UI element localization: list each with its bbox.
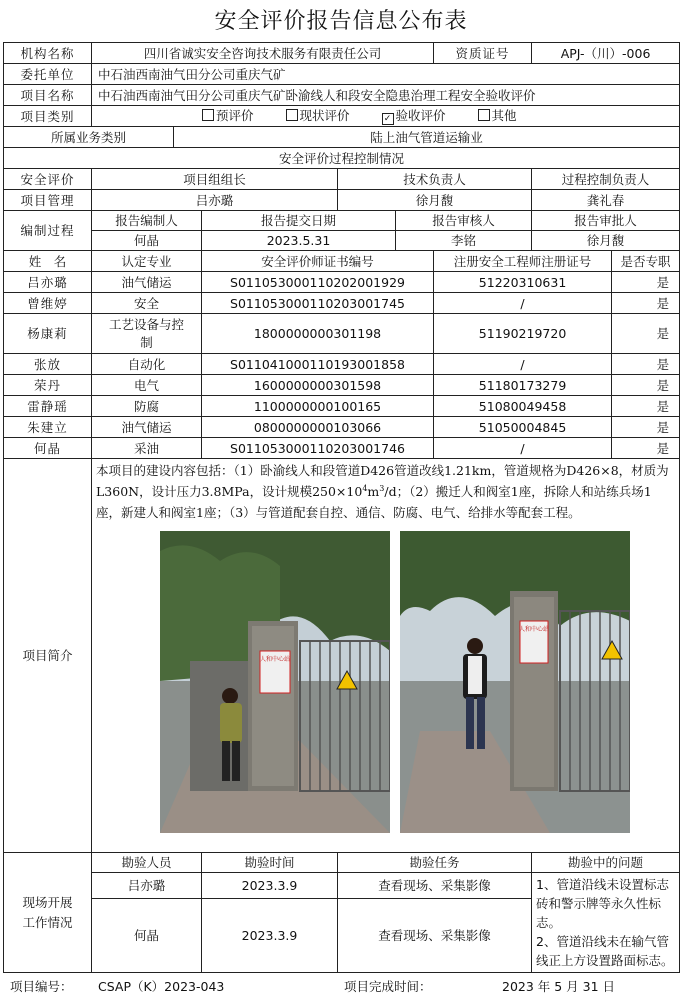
- staff-reg: /: [434, 438, 612, 459]
- client-row: [4, 64, 680, 85]
- table-row: [4, 417, 680, 438]
- mgmt-value-row: [4, 190, 680, 211]
- staff-name: 杨康莉: [4, 314, 92, 354]
- staff-full: 是: [612, 438, 680, 459]
- compile-label: 编制过程: [4, 211, 92, 251]
- site-person: 何晶: [92, 898, 202, 972]
- site-issue-2: 2、管道沿线未在输气管线正上方设置路面标志。: [536, 934, 674, 968]
- site-task: 查看现场、采集影像: [338, 898, 532, 972]
- staff-full: 是: [612, 375, 680, 396]
- staff-header-full: 是否专职: [612, 251, 680, 272]
- project-label: 项目名称: [4, 85, 92, 106]
- footer-date-label: 项目完成时间：: [344, 979, 432, 994]
- staff-header-name: 姓 名: [4, 251, 92, 272]
- photo-sign-text: 人和中心站: [259, 656, 291, 663]
- staff-cert: 1600000000301598: [202, 375, 434, 396]
- site-row: [4, 873, 680, 899]
- project-value: 中石油西南油气田分公司重庆气矿卧渝线人和段安全隐患治理工程安全验收评价: [92, 85, 680, 106]
- org-row: [4, 43, 680, 64]
- staff-reg: 51050004845: [434, 417, 612, 438]
- compile-value-row: [4, 231, 680, 251]
- staff-name: 何晶: [4, 438, 92, 459]
- staff-header-reg: 注册安全工程师注册证号: [434, 251, 612, 272]
- site-header-row: [4, 853, 680, 873]
- staff-header-cert: 安全评价师证书编号: [202, 251, 434, 272]
- category-label: 项目类别: [4, 106, 92, 127]
- compile-header-author: 报告编制人: [92, 211, 202, 231]
- site-date: 2023.3.9: [202, 873, 338, 899]
- table-row: [4, 354, 680, 375]
- process-title-row: [4, 148, 680, 169]
- photo-sign-text: 人和中心站: [518, 626, 550, 633]
- site-label: 现场开展 工作情况: [4, 853, 92, 973]
- staff-reg: 51190219720: [434, 314, 612, 354]
- staff-name: 曾维婷: [4, 293, 92, 314]
- category-option-acceptance[interactable]: ✓ 验收评价: [382, 108, 446, 123]
- table-row: [4, 293, 680, 314]
- staff-name: 张放: [4, 354, 92, 375]
- cert-no: APJ-（川）-006: [532, 43, 680, 64]
- staff-cert: S011053000110203001746: [202, 438, 434, 459]
- table-row: [4, 272, 680, 293]
- staff-full: 是: [612, 396, 680, 417]
- staff-cert: S011053000110203001745: [202, 293, 434, 314]
- mgmt-header-tech: 技术负责人: [338, 169, 532, 190]
- business-label: 所属业务类别: [4, 127, 174, 148]
- table-row: [4, 396, 680, 417]
- intro-text: 本项目的建设内容包括：（1）卧渝线人和段管道D426管道改线1.21km，管道规格为D426×8，材质为L360N，设计压力3.8MPa，设计规模$250\times 10^4m^3/d$；（2）搬迁人和阀室1座，拆除人和站练兵场1座，新建人和阀室1座；（3）与管道配套自控、通信、防腐、电气、给排水等配套工程。: [96, 463, 669, 520]
- footer-no-label: 项目编号：: [10, 979, 73, 994]
- compile-value-date: 2023.5.31: [202, 231, 396, 251]
- staff-full: 是: [612, 293, 680, 314]
- staff-major: 工艺设备与控制: [92, 314, 202, 354]
- staff-reg: 51180173279: [434, 375, 612, 396]
- mgmt-value-leader: 吕亦璐: [92, 190, 338, 211]
- org-name: 四川省诚实安全咨询技术服务有限责任公司: [92, 43, 434, 64]
- org-label: 机构名称: [4, 43, 92, 64]
- staff-major: 电气: [92, 375, 202, 396]
- site-date: 2023.3.9: [202, 898, 338, 972]
- staff-full: 是: [612, 354, 680, 375]
- client-value: 中石油西南油气田分公司重庆气矿: [92, 64, 680, 85]
- site-photo-left: [160, 531, 390, 833]
- compile-header-approver: 报告审批人: [532, 211, 680, 231]
- staff-name: 朱建立: [4, 417, 92, 438]
- checkbox-icon: [202, 109, 214, 121]
- staff-name: 荣丹: [4, 375, 92, 396]
- staff-major: 安全: [92, 293, 202, 314]
- site-issue-1: 1、管道沿线未设置标志砖和警示牌等永久性标志。: [536, 877, 670, 930]
- category-option-other[interactable]: 其他: [478, 108, 517, 123]
- staff-name: 雷静瑶: [4, 396, 92, 417]
- table-row: [4, 314, 680, 354]
- site-person: 吕亦璐: [92, 873, 202, 899]
- footer-no: CSAP（K）2023-043: [98, 979, 225, 994]
- business-value: 陆上油气管道运输业: [174, 127, 680, 148]
- site-header-task: 勘验任务: [338, 853, 532, 873]
- site-photo-right: [400, 531, 630, 833]
- staff-major: 自动化: [92, 354, 202, 375]
- site-header-person: 勘验人员: [92, 853, 202, 873]
- table-row: [4, 438, 680, 459]
- staff-major: 油气储运: [92, 417, 202, 438]
- project-row: [4, 85, 680, 106]
- footer-date: 2023 年 5 月 31 日: [502, 979, 616, 994]
- compile-header-date: 报告提交日期: [202, 211, 396, 231]
- staff-reg: /: [434, 354, 612, 375]
- site-photos: [92, 523, 679, 833]
- mgmt-label-2: 项目管理: [4, 190, 92, 211]
- staff-major: 采油: [92, 438, 202, 459]
- staff-cert: S011041000110193001858: [202, 354, 434, 375]
- mgmt-header-row: [4, 169, 680, 190]
- staff-reg: /: [434, 293, 612, 314]
- checkbox-icon: [286, 109, 298, 121]
- cert-label: 资质证号: [434, 43, 532, 64]
- intro-content: [92, 459, 680, 853]
- table-row: [4, 375, 680, 396]
- staff-major: 防腐: [92, 396, 202, 417]
- info-table: [3, 42, 680, 973]
- staff-major: 油气储运: [92, 272, 202, 293]
- staff-header-row: [4, 251, 680, 272]
- staff-reg: 51080049458: [434, 396, 612, 417]
- mgmt-header-leader: 项目组组长: [92, 169, 338, 190]
- site-header-issues: 勘验中的问题: [532, 853, 680, 873]
- category-options: [92, 106, 680, 127]
- staff-cert: 1100000000100165: [202, 396, 434, 417]
- site-header-date: 勘验时间: [202, 853, 338, 873]
- compile-header-reviewer: 报告审核人: [396, 211, 532, 231]
- mgmt-value-tech: 徐月馥: [338, 190, 532, 211]
- staff-full: 是: [612, 417, 680, 438]
- compile-value-reviewer: 李铭: [396, 231, 532, 251]
- checkbox-icon: [478, 109, 490, 121]
- compile-value-approver: 徐月馥: [532, 231, 680, 251]
- category-row: [4, 106, 680, 127]
- checkbox-checked-icon: ✓: [382, 113, 394, 125]
- mgmt-label-1: 安全评价: [4, 169, 92, 190]
- staff-full: 是: [612, 272, 680, 293]
- document-title: 安全评价报告信息公布表: [214, 9, 468, 34]
- mgmt-value-process: 龚礼春: [532, 190, 680, 211]
- compile-header-row: [4, 211, 680, 231]
- staff-name: 吕亦璐: [4, 272, 92, 293]
- intro-row: [4, 459, 680, 853]
- staff-reg: 51220310631: [434, 272, 612, 293]
- business-row: [4, 127, 680, 148]
- staff-header-major: 认定专业: [92, 251, 202, 272]
- category-option-status[interactable]: 现状评价: [286, 108, 350, 123]
- site-issues: [532, 873, 680, 973]
- client-label: 委托单位: [4, 64, 92, 85]
- category-option-pre[interactable]: 预评价: [202, 108, 254, 123]
- staff-cert: S011053000110202001929: [202, 272, 434, 293]
- staff-cert: 1800000000301198: [202, 314, 434, 354]
- footer: [0, 976, 682, 998]
- compile-value-author: 何晶: [92, 231, 202, 251]
- process-title: 安全评价过程控制情况: [4, 148, 680, 169]
- site-task: 查看现场、采集影像: [338, 873, 532, 899]
- intro-label: 项目简介: [4, 459, 92, 853]
- staff-full: 是: [612, 314, 680, 354]
- staff-cert: 0800000000103066: [202, 417, 434, 438]
- mgmt-header-process: 过程控制负责人: [532, 169, 680, 190]
